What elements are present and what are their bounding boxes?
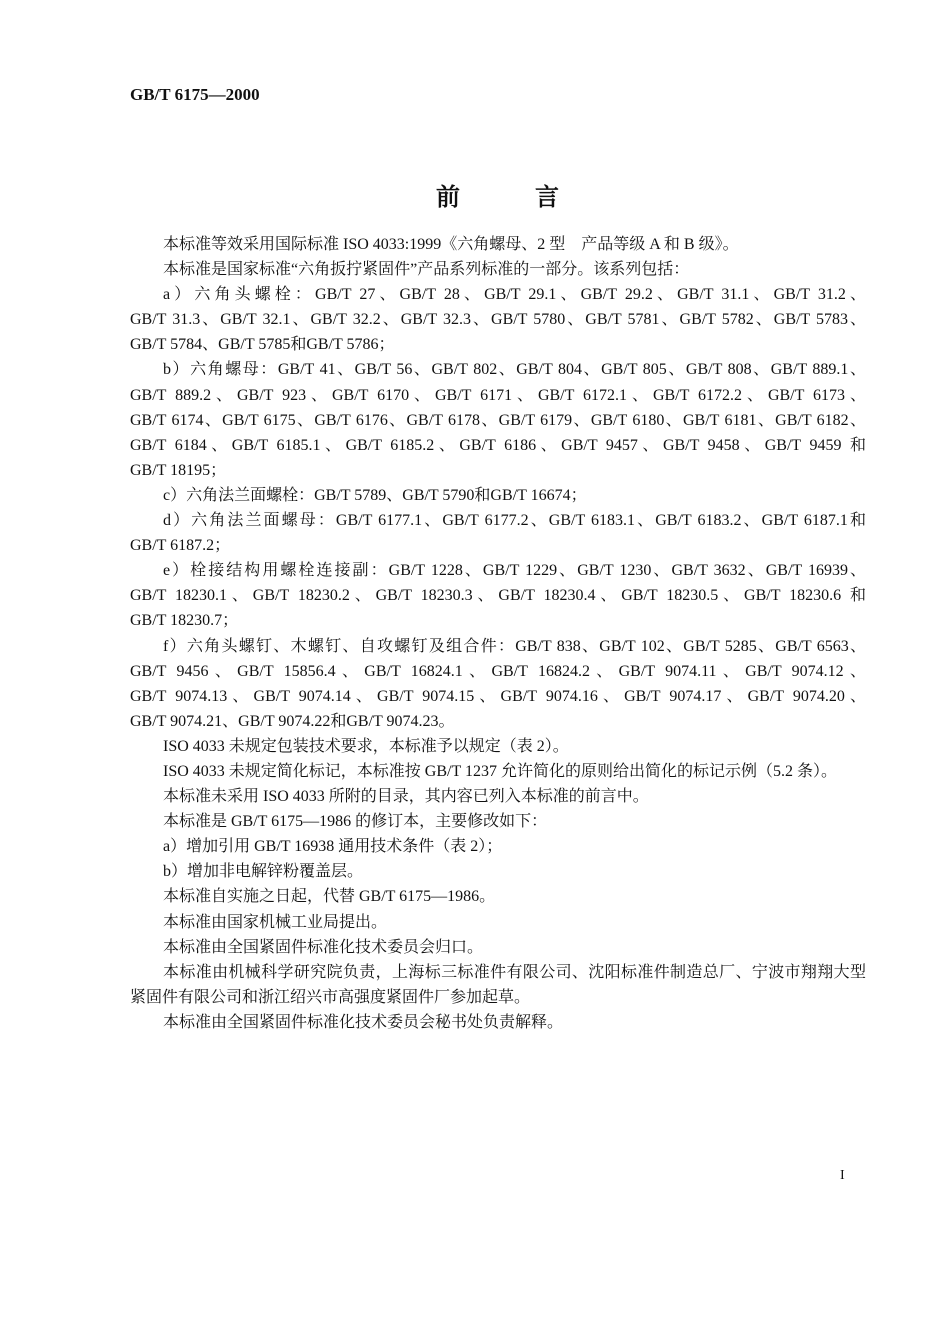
paragraph-revision [130,809,866,834]
text-line: c）六角法兰面螺栓：GB/T 5789、GB/T 5790和GB/T 16674； [163,486,587,504]
standard-code-header: GB/T 6175—2000 [130,85,260,104]
list-item-a-hex-bolts [130,282,866,357]
page-number: I [840,1168,845,1183]
paragraph-packaging [130,734,866,759]
text-line: ISO 4033 未规定简化标记，本标准按 GB/T 1237 允许简化的原则给出简化的标记示例（5.2 条）。 [163,762,837,780]
text-line: 本标准由国家机械工业局提出。 [163,913,388,931]
text-line: GB/T 9456、GB/T 15856.4、GB/T 16824.1、GB/T 16824.2、GB/T 9074.11、GB/T 9074.12、 [130,662,866,680]
paragraph-adoption [130,232,866,257]
text-line: e）栓接结构用螺栓连接副：GB/T 1228、GB/T 1229、GB/T 1230、GB/T 3632、GB/T 16939、 [163,562,866,580]
list-item-c-flange-bolts [130,483,866,508]
text-line: GB/T 18195； [130,461,227,479]
text-line: d）六角法兰面螺母：GB/T 6177.1、GB/T 6177.2、GB/T 6183.1、GB/T 6183.2、GB/T 6187.1和 [163,512,866,530]
text-line: 本标准由全国紧固件标准化技术委员会归口。 [163,938,484,956]
revision-item-b [130,859,866,884]
text-line: 紧固件有限公司和浙江绍兴市高强度紧固件厂参加起草。 [130,988,531,1006]
text-line: 本标准是国家标准“六角扳拧紧固件”产品系列标准的一部分。该系列包括： [163,261,690,279]
text-line: GB/T 6184、GB/T 6185.1、GB/T 6185.2、GB/T 6186、GB/T 9457、GB/T 9458、GB/T 9459 和 [130,436,866,454]
paragraph-series-intro [130,257,866,282]
foreword-body [130,232,866,1035]
text-line: GB/T 889.2、GB/T 923、GB/T 6170、GB/T 6171、GB/T 6172.1、GB/T 6172.2、GB/T 6173、 [130,386,866,404]
list-item-e-structural-bolting [130,558,866,633]
paragraph-contents [130,784,866,809]
paragraph-drafted-by [130,960,866,1010]
text-line: 本标准由全国紧固件标准化技术委员会秘书处负责解释。 [163,1013,564,1031]
text-line: ISO 4033 未规定包装技术要求，本标准予以规定（表 2）。 [163,737,569,755]
text-line: GB/T 18230.1、GB/T 18230.2、GB/T 18230.3、GB/T 18230.4、GB/T 18230.5、GB/T 18230.6 和 [130,587,866,605]
text-line: GB/T 5784、GB/T 5785和GB/T 5786； [130,336,395,354]
paragraph-proposed-by [130,910,866,935]
text-line: 本标准等效采用国际标准 ISO 4033:1999《六角螺母、2 型 产品等级 A 和 B 级》。 [163,236,739,253]
text-line: a）增加引用 GB/T 16938 通用技术条件（表 2）； [163,838,503,856]
text-line: GB/T 6174、GB/T 6175、GB/T 6176、GB/T 6178、GB/T 6179、GB/T 6180、GB/T 6181、GB/T 6182、 [130,411,866,429]
text-line: 本标准是 GB/T 6175—1986 的修订本，主要修改如下： [163,813,548,831]
text-line: GB/T 6187.2； [130,537,231,555]
text-line: GB/T 31.3、GB/T 32.1、GB/T 32.2、GB/T 32.3、GB/T 5780、GB/T 5781、GB/T 5782、GB/T 5783、 [130,311,866,329]
text-line: f）六角头螺钉、木螺钉、自攻螺钉及组合件：GB/T 838、GB/T 102、GB/T 5285、GB/T 6563、 [163,637,866,655]
text-line: GB/T 9074.21、GB/T 9074.22和GB/T 9074.23。 [130,712,455,730]
page-title: 前 言 [436,183,585,211]
revision-item-a [130,834,866,859]
text-line: GB/T 9074.13、GB/T 9074.14、GB/T 9074.15、GB/T 9074.16、GB/T 9074.17、GB/T 9074.20、 [130,687,866,705]
paragraph-interpretation [130,1010,866,1035]
text-line: a）六角头螺栓：GB/T 27、GB/T 28、GB/T 29.1、GB/T 29.2、GB/T 31.1、GB/T 31.2、 [163,286,866,304]
text-line: GB/T 18230.7； [130,612,239,630]
paragraph-simplified-marking [130,759,866,784]
paragraph-centralized-by [130,935,866,960]
list-item-f-screws [130,634,866,734]
list-item-d-flange-nuts [130,508,866,558]
text-line: b）增加非电解锌粉覆盖层。 [163,863,364,881]
list-item-b-hex-nuts [130,357,866,482]
text-line: 本标准未采用 ISO 4033 所附的目录，其内容已列入本标准的前言中。 [163,788,649,806]
text-line: 本标准由机械科学研究院负责，上海标三标准件有限公司、沈阳标准件制造总厂、宁波市翔翔大型 [163,963,866,981]
text-line: 本标准自实施之日起，代替 GB/T 6175—1986。 [163,888,496,906]
paragraph-replaces [130,884,866,909]
text-line: b）六角螺母：GB/T 41、GB/T 56、GB/T 802、GB/T 804、GB/T 805、GB/T 808、GB/T 889.1、 [163,361,866,379]
